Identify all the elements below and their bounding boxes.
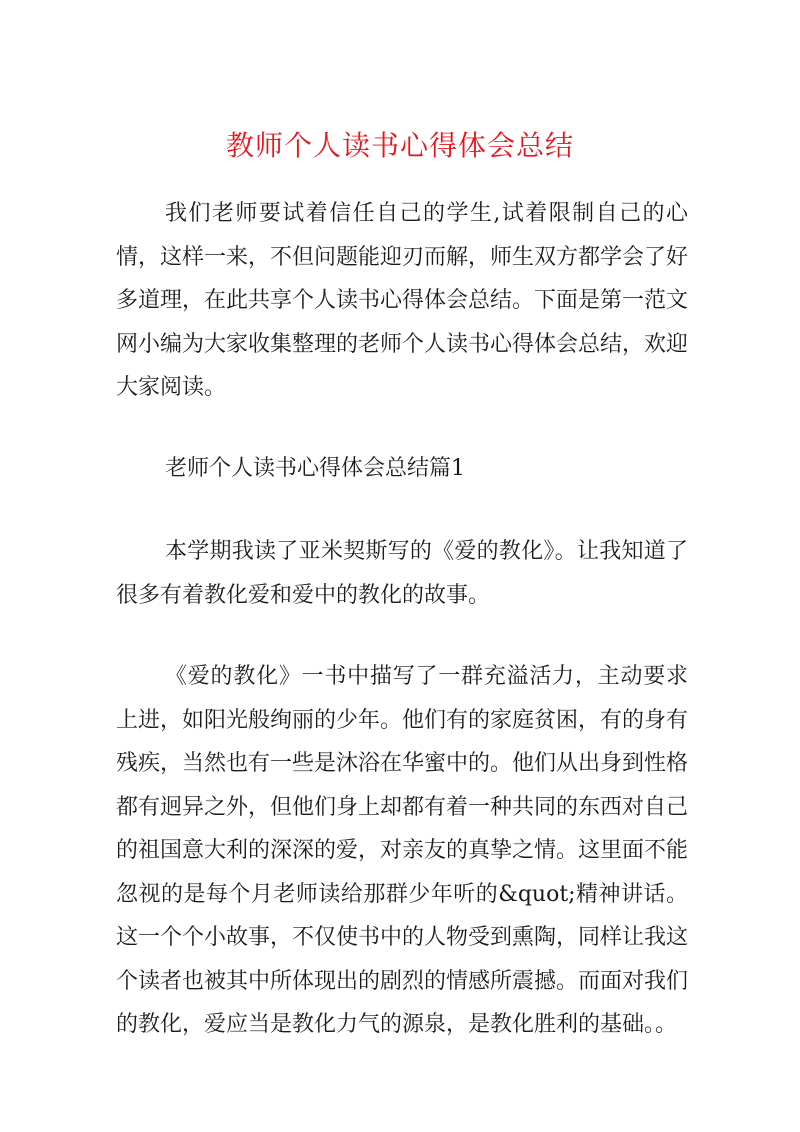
body-paragraph-2: 《爱的教化》一书中描写了一群充溢活力，主动要求上进，如阳光般绚丽的少年。他们有的家庭贫困，有的身有残疾，当然也有一些是沐浴在华蜜中的。他们从出身到性格都有迥异之外，但他们身上却都有着一种共同的东西对自己的祖国意大利的深深的爱，对亲友的真挚之情。这里面不能忽视的是每个月老师读给那群少年听的&quot;精神讲话。这一个个小故事，不仅使书中的人物受到熏陶，同样让我这个读者也被其中所体现出的剧烈的情感所震撼。而面对我们的教化，爱应当是教化力气的源泉，是教化胜利的基础。。 [116,664,689,1037]
intro-paragraph: 我们老师要试着信任自己的学生,试着限制自己的心情，这样一来，不但问题能迎刃而解，师生双方都学会了好多道理，在此共享个人读书心得体会总结。下面是第一范文网小编为大家收集整理的老师个人读书心得体会总结，欢迎大家阅读。 [116,201,689,400]
section-heading: 老师个人读书心得体会总结篇1 [165,456,465,481]
body-paragraph-1: 本学期我读了亚米契斯写的《爱的教化》。让我知道了很多有着教化爱和爱中的教化的故事。 [116,539,688,608]
document-title: 教师个人读书心得体会总结 [225,129,574,162]
